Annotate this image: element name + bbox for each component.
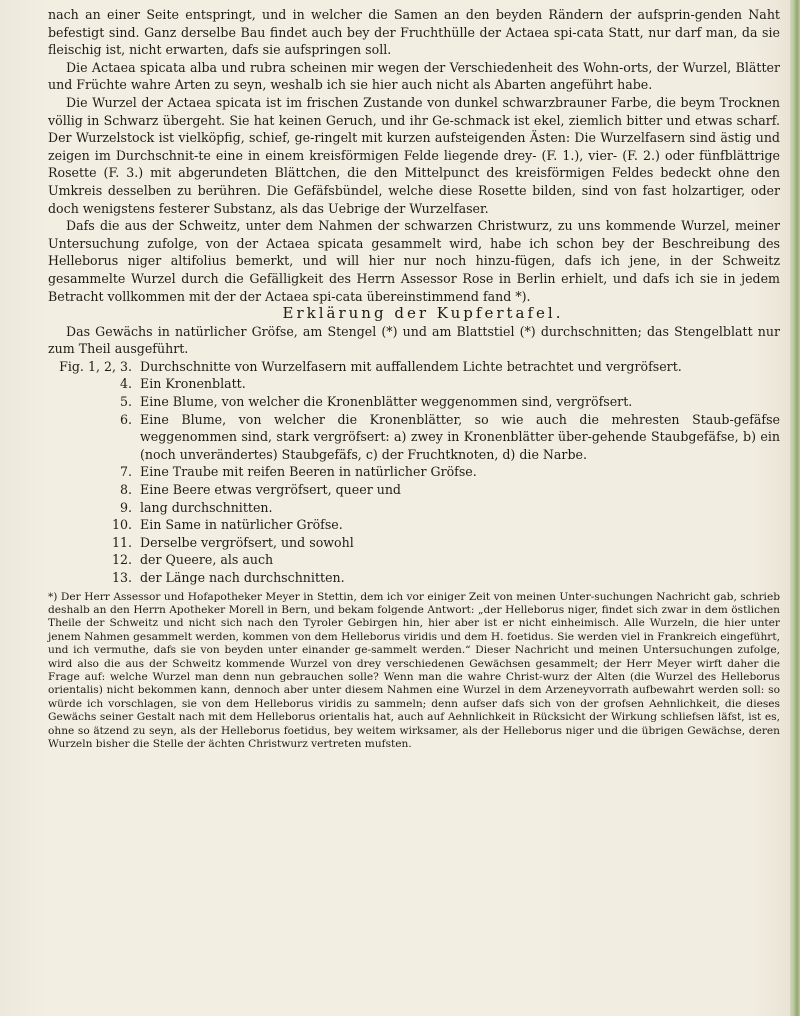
figure-item xyxy=(48,358,780,376)
figure-description: Derselbe vergröfsert, und sowohl xyxy=(140,534,354,550)
figure-list xyxy=(48,358,780,587)
figure-description: Eine Blume, von welcher die Kronenblätter weggenommen sind, vergröfsert. xyxy=(140,394,633,410)
figure-item xyxy=(48,551,780,569)
figure-item xyxy=(48,516,780,534)
page-text-block xyxy=(48,6,780,751)
figure-number: 5. xyxy=(119,394,132,410)
figure-item xyxy=(48,375,780,393)
figure-number: Fig. 1, 2, 3. xyxy=(59,358,132,374)
page-edge-decoration xyxy=(790,0,800,1016)
figure-description: Ein Same in natürlicher Gröfse. xyxy=(140,517,343,533)
figure-item xyxy=(48,411,780,464)
figure-item xyxy=(48,499,780,517)
figure-number: 9. xyxy=(119,499,132,515)
figure-description: der Queere, als auch xyxy=(140,552,274,568)
paragraph-2: Die Actaea spicata alba und rubra scheinen mir wegen der Verschiedenheit des Wohn-orts, der Wurzel, Blätter und Früchte wahre Arten zu seyn, weshalb ich sie hier auch nicht als Abarten angeführt habe. xyxy=(48,59,780,93)
figure-number: 6. xyxy=(119,411,132,427)
figure-description: Ein Kronenblatt. xyxy=(140,376,246,392)
figure-description: Eine Traube mit reifen Beeren in natürlicher Gröfse. xyxy=(140,464,477,480)
figure-description: Durchschnitte von Wurzelfasern mit auffallendem Lichte betrachtet und vergröfsert. xyxy=(140,358,682,374)
plate-heading: Erklärung der Kupfertafel. xyxy=(282,304,564,323)
figure-number: 8. xyxy=(119,482,132,498)
figure-number: 4. xyxy=(119,376,132,392)
figure-item xyxy=(48,481,780,499)
figure-item xyxy=(48,463,780,481)
figure-item xyxy=(48,569,780,587)
figure-item xyxy=(48,393,780,411)
figure-description: der Länge nach durchschnitten. xyxy=(140,570,345,585)
paragraph-4: Dafs die aus der Schweitz, unter dem Nahmen der schwarzen Christwurz, zu uns kommende Wurzel, meiner Untersuchung zufolge, von der Actaea spicata gesammelt wird, habe ich schon bey der Beschreibung des Helleborus niger altifolius bemerkt, und will hier nur noch hinzu-fügen, dafs ich jene, in der Schweitz gesammelte Wurzel durch die Gefälligkeit des Herrn Assessor Rose in Berlin erhielt, und dafs ich sie in jedem Betracht vollkommen mit der der Actaea spi-cata übereinstimmend fand *). xyxy=(48,218,780,304)
figure-number: 10. xyxy=(111,517,132,533)
figure-number: 11. xyxy=(111,534,132,550)
paragraph-1: nach an einer Seite entspringt, und in welcher die Samen an den beyden Rändern der aufsprin-genden Naht befestigt sind. Ganz derselbe Bau findet auch bey der Fruchthülle der Actaea spi-cata Statt, nur darf man, da sie fleischig ist, nicht erwarten, dafs sie aufspringen soll. xyxy=(48,7,780,58)
footnote-text: *) Der Herr Assessor und Hofapotheker Meyer in Stettin, dem ich vor einiger Zeit von meinen Unter-suchungen Nachricht gab, schrieb deshalb an den Herrn Apotheker Morell in Bern, und bekam folgende Antwort: „der Helleborus niger, findet sich zwar in dem östlichen Theile der Schweitz und nicht sich nach den Tyroler Gebirgen hin, hier aber ist er nicht einheimisch. Alle Wurzeln, die hier unter jenem Nahmen gesammelt werden, kommen von dem Helleborus viridis und dem H. foetidus. Sie werden viel in Frankreich eingeführt, und ich vermuthe, dafs sie von beyden unter einander ge-sammelt werden.“ Dieser Nachricht und meinen Untersuchungen zufolge, wird also die aus der Schweitz kommende Wurzel von drey verschiedenen Gewächsen gesammelt; der Herr Meyer wirft daher die Frage auf: welche Wurzel man denn nun gebrauchen solle? Wenn man die wahre Christ-wurz der Alten (die Wurzel des Helleborus orientalis) nicht bekommen kann, dennoch aber unter diesem Nahmen eine Wurzel in dem Arzeneyvorrath aufbewahrt werden soll: so würde ich vorschlagen, sie von dem Helleborus viridis zu sammeln; denn aufser dafs sich von der grofsen Aehnlichkeit, die dieses Gewächs seiner Gestalt nach mit dem Helleborus orientalis hat, auch auf Aehnlichkeit in Rücksicht der Wirkung schliefsen läfst, ist es, ohne so ätzend zu seyn, als der Helleborus foetidus, bey weitem wirksamer, als der Helleborus niger und die übrigen Gewächse, deren Wurzeln bisher die Stelle der ächten Christwurz vertreten mufsten. xyxy=(48,590,780,751)
footnote xyxy=(48,591,780,752)
figure-description: lang durchschnitten. xyxy=(140,499,273,515)
figure-number: 12. xyxy=(111,552,132,568)
paragraph-3: Die Wurzel der Actaea spicata ist im frischen Zustande von dunkel schwarzbrauner Farbe, die beym Trocknen völlig in Schwarz übergeht. Sie hat keinen Geruch, und ihr Ge-schmack ist ekel, ziemlich bitter und etwas scharf. Der Wurzelstock ist vielköpfig, schief, ge-ringelt mit kurzen aufsteigenden Ästen: Die Wurzelfasern sind ästig und zeigen im Durchschnit-te eine in einem kreisförmigen Felde liegende drey- (F. 1.), vier- (F. 2.) oder fünfblättrige Rosette (F. 3.) mit abgerundeten Blättchen, die den Mittelpunct des kreisförmigen Feldes bedeckt ohne den Umkreis desselben zu berühren. Die Gefäfsbündel, welche diese Rosette bilden, sind von fast holzartiger, oder doch wenigstens festerer Substanz, als das Uebrige der Wurzelfaser. xyxy=(48,94,780,216)
figure-number: 7. xyxy=(119,464,132,480)
figure-item xyxy=(48,534,780,552)
figure-description: Eine Blume, von welcher die Kronenblätter, so wie auch die mehresten Staub-gefäfse weggenommen sind, stark vergröfsert: a) zwey in Kronenblätter über-gehende Staubgefäfse, b) ein (noch unverändertes) Staubgefäfs, c) der Fruchtknoten, d) die Narbe. xyxy=(140,411,780,462)
plate-intro: Das Gewächs in natürlicher Gröfse, am Stengel (*) und am Blattstiel (*) durchschnitten; das Stengelblatt nur zum Theil ausgeführt. xyxy=(48,323,780,357)
figure-description: Eine Beere etwas vergröfsert, queer und xyxy=(140,482,401,498)
figure-number: 13. xyxy=(111,570,132,585)
